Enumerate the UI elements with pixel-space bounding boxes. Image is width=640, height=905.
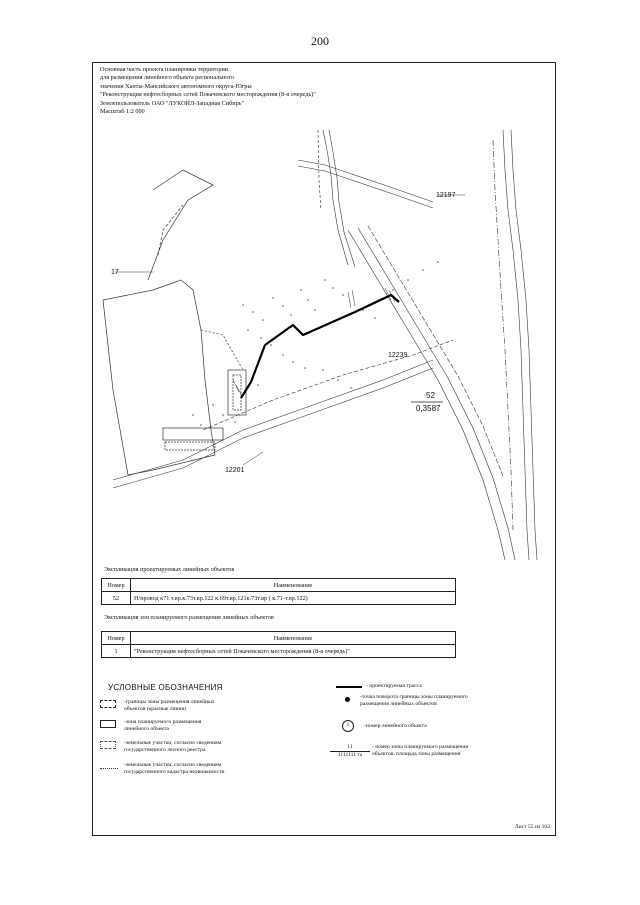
dotted-line-icon <box>100 768 118 769</box>
legend-text: -границы зоны размещения линейных <box>124 699 215 705</box>
legend-text: -земельные участки, согласно сведениям <box>124 740 222 746</box>
object-number-label: 52 <box>426 391 435 400</box>
parcel-label-12197: 12197 <box>436 192 456 199</box>
header-num: Номер <box>102 579 131 592</box>
row-name: "Реконструкция нефтесборных сетей Покачевского месторождения (8-я очередь)" <box>131 645 456 658</box>
parcel-label-12201: 12201 <box>225 467 245 474</box>
parcel-label-17: 17 <box>111 269 119 276</box>
solid-rect-icon <box>100 720 116 728</box>
header-name: Наименование <box>131 579 456 592</box>
legend-text: -номер линейного объекта <box>364 723 427 729</box>
legend-text: линейного объекта <box>124 726 169 732</box>
legend-title: УСЛОВНЫЕ ОБОЗНАЧЕНИЯ <box>108 683 223 692</box>
legend-text: -земельные участки, согласно сведениям <box>124 762 222 768</box>
header-num: Номер <box>102 632 131 645</box>
header-line: для размещения линейного объекта регионального <box>100 74 234 82</box>
legend-item <box>372 744 468 758</box>
legend-item <box>124 762 224 776</box>
dashed-rect-icon <box>100 700 116 708</box>
legend-text: размещения линейных объектов <box>360 701 437 707</box>
legend-item <box>124 740 221 754</box>
object-area-label: 0,3587 <box>416 404 441 413</box>
circle-number-icon: 1 <box>342 720 354 732</box>
header-line: Землепользователь ОАО "ЛУКОЙЛ-Западная Сибирь" <box>100 99 245 107</box>
table2-caption: Экспликация зон планируемого размещения линейных объектов <box>104 614 274 621</box>
row-name: Н/провод к71 т.вр.к.73т.вр.122 к.69т.вр.121к.73т.вр ( к.71-т.вр.122) <box>131 592 456 605</box>
header-line: Масштаб 1:2 000 <box>100 108 145 116</box>
header-line: значения Ханты-Мансийского автономного округа-Югры <box>100 82 252 90</box>
dashdot-rect-icon <box>100 741 116 749</box>
legend-text: -зона планируемого размещения <box>124 719 202 725</box>
fraction-icon <box>330 744 370 759</box>
legend-text: государственного кадастра недвижимости <box>124 769 225 775</box>
page-number: 200 <box>311 34 329 48</box>
legend-text: - номер зоны планируемого размещения <box>372 744 468 750</box>
road-lines <box>113 130 537 560</box>
zones-table <box>101 631 456 658</box>
header-name: Наименование <box>131 632 456 645</box>
sheet-number: Лист 55 из 102 <box>514 824 550 830</box>
row-num: 52 <box>102 592 131 605</box>
table-header-row <box>102 579 456 592</box>
legend-text: государственного лесного реестра <box>124 747 206 753</box>
map-header <box>100 66 430 116</box>
scatter-dots <box>192 261 439 426</box>
legend-item <box>124 699 215 713</box>
table-row <box>102 645 456 658</box>
table1-caption: Экспликация проектируемых линейных объектов <box>104 566 235 573</box>
map-labels <box>111 192 465 474</box>
fraction-bottom: 1111111 га <box>337 752 363 758</box>
map-drawing <box>93 130 555 560</box>
legend-item <box>124 719 201 733</box>
legend-text: объектов, площадь зоны размещения <box>372 751 461 757</box>
table-header-row <box>102 632 456 645</box>
legend-text: - проектируемая трасса <box>366 683 422 689</box>
thick-line-icon <box>336 686 362 688</box>
table-row <box>102 592 456 605</box>
parcel-label-12239: 12239 <box>388 352 408 359</box>
header-line: Основная часть проекта планировки территории <box>100 66 229 73</box>
black-dot-icon <box>345 697 350 702</box>
legend-item <box>360 694 468 708</box>
legend-item <box>366 683 422 690</box>
row-num: 1 <box>102 645 131 658</box>
legend-text: объектов (красные линии) <box>124 706 187 712</box>
parcel-boundaries <box>103 170 246 475</box>
fraction-top: 11 <box>330 744 370 752</box>
header-line: "Реконструкция нефтесборных сетей Покачевского месторождения (8-я очередь)" <box>100 91 316 99</box>
linear-objects-table <box>101 578 456 605</box>
legend-text: -точка поворота границы зоны планируемого <box>360 694 468 700</box>
legend-item <box>364 723 427 730</box>
